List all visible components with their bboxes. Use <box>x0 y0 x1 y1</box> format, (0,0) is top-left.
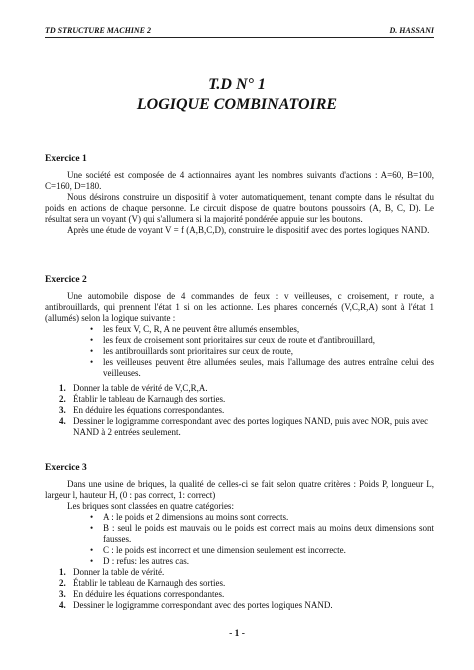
numbered-list <box>45 567 434 611</box>
header-author: D. HASSANI <box>389 26 434 35</box>
list-item: • B : seul le poids est mauvais ou le poids est correct mais au moins deux dimensions sont fausses. <box>103 523 434 545</box>
list-item: • les feux V, C, R, A ne peuvent être allumés ensembles, <box>103 324 434 335</box>
item-text: Dessiner le logigramme correspondant avec des portes logiques NAND. <box>73 600 333 610</box>
page-number: - 1 - <box>229 629 245 639</box>
item-number: 2. <box>59 578 66 588</box>
paragraph: Une automobile dispose de 4 commandes de feux : v veilleuses, c croisement, r route, a antibrouillards, qui prennent l'état 1 si on les actionne. Les phares concernés (V,C,R,A) sont à l'état 1 (allumés) selon la logique suivante : <box>45 291 434 323</box>
list-item: • les veilleuses peuvent être allumées seules, mais l'allumage des autres entraîne celui des veilleuses. <box>103 357 434 379</box>
bullet-list <box>45 324 434 379</box>
list-item: • D : refus: les autres cas. <box>103 556 434 567</box>
list-item <box>59 589 434 600</box>
exercise-2 <box>45 275 434 438</box>
list-item <box>59 394 434 405</box>
list-item: • A : le poids et 2 dimensions au moins sont corrects. <box>103 512 434 523</box>
paragraph: Les briques sont classées en quatre catégories: <box>67 501 234 511</box>
item-text: Établir le tableau de Karnaugh des sorties. <box>73 394 226 404</box>
doc-title-number: T.D N° 1 <box>208 76 266 93</box>
numbered-list <box>45 383 434 438</box>
list-item <box>59 567 434 578</box>
list-item <box>59 600 434 611</box>
item-number: 1. <box>59 567 66 577</box>
paragraph: Après une étude de voyant V = f (A,B,C,D), construire le dispositif avec des portes logiques NAND. <box>67 225 430 235</box>
exercise-heading: Exercice 2 <box>45 275 87 285</box>
exercise-1 <box>45 154 434 236</box>
item-text: Donner la table de vérité. <box>73 567 165 577</box>
list-item <box>59 578 434 589</box>
list-item: • les feux de croisement sont prioritaires sur ceux de route et d'antibrouillard, <box>103 335 434 346</box>
paragraph: Une société est composée de 4 actionnaires ayant les nombres suivants d'actions : A=60, B=100, C=160, D=180. <box>45 170 434 191</box>
exercise-3 <box>45 463 434 611</box>
exercise-heading: Exercice 1 <box>45 154 87 164</box>
item-text: Établir le tableau de Karnaugh des sorties. <box>73 578 226 588</box>
bullet-list <box>45 512 434 567</box>
item-number: 4. <box>59 416 66 426</box>
paragraph: Nous désirons construire un dispositif à voter automatiquement, tenant compte dans le résultat du poids en actions de chaque personne. Le circuit dispose de quatre boutons poussoirs (A, B, C, D). Le résultat sera un voyant (V) qui s'allumera si la majorité pondérée appuie sur les boutons. <box>45 192 434 224</box>
doc-title-subject: LOGIQUE COMBINATOIRE <box>136 96 338 113</box>
item-number: 1. <box>59 383 66 393</box>
item-number: 3. <box>59 589 66 599</box>
list-item: • C : le poids est incorrect et une dimension seulement est incorrecte. <box>103 545 434 556</box>
item-text: Donner la table de vérité de V,C,R,A. <box>73 383 208 393</box>
exercise-heading: Exercice 3 <box>45 463 87 473</box>
item-number: 2. <box>59 394 66 404</box>
paragraph: Dans une usine de briques, la qualité de celles-ci se fait selon quatre critères : Poids P, longueur L, largeur l, hauteur H, (0 : pas correct, 1: correct) <box>45 479 434 500</box>
list-item <box>59 405 434 416</box>
item-text: Dessiner le logigramme correspondant avec des portes logiques NAND, puis avec NOR, puis avec NAND à 2 entrées seulement. <box>73 416 429 437</box>
item-number: 3. <box>59 405 66 415</box>
list-item <box>59 416 434 438</box>
item-text: En déduire les équations correspondantes. <box>73 405 225 415</box>
header-course: TD STRUCTURE MACHINE 2 <box>45 26 152 35</box>
list-item: • les antibrouillards sont prioritaires sur ceux de route, <box>103 346 434 357</box>
running-header <box>45 26 434 38</box>
item-number: 4. <box>59 600 66 610</box>
list-item <box>59 383 434 394</box>
item-text: En déduire les équations correspondantes. <box>73 589 225 599</box>
